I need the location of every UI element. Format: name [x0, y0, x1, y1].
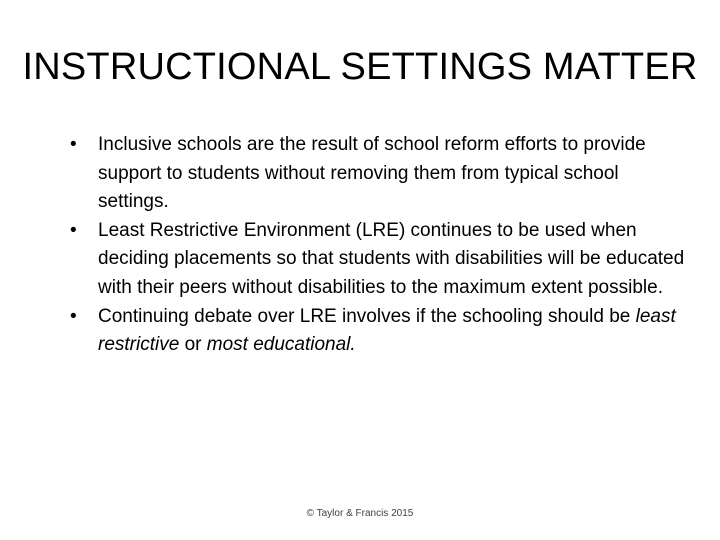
copyright-footer: © Taylor & Francis 2015 [306, 508, 414, 519]
bullet-marker: • [70, 134, 77, 155]
bullet-marker: • [70, 305, 77, 327]
bullet-item-inclusive-schools [70, 131, 690, 217]
bullet-text: Inclusive schools are the result of school reform efforts to provide support to students without removing them from typical school settings. [98, 134, 646, 213]
bullet-text: Least Restrictive Environment (LRE) continues to be used when deciding placements so that students with disabilities will be educated with their peers without disabilities to the maximum extent possible. [98, 219, 685, 298]
bullet-marker: • [70, 219, 77, 241]
bullet-text-connector: or [179, 334, 207, 356]
bullet-item-lre-debate [70, 303, 690, 360]
bullet-text: Continuing debate over LRE involves if the schooling should be [98, 305, 636, 327]
bullet-list [70, 131, 690, 360]
emphasis-least-restrictive: least restrictive [98, 305, 676, 356]
slide-title: INSTRUCTIONAL SETTINGS MATTER [22, 46, 698, 88]
bullet-item-lre [70, 217, 690, 303]
emphasis-most-educational: most educational. [206, 334, 356, 356]
